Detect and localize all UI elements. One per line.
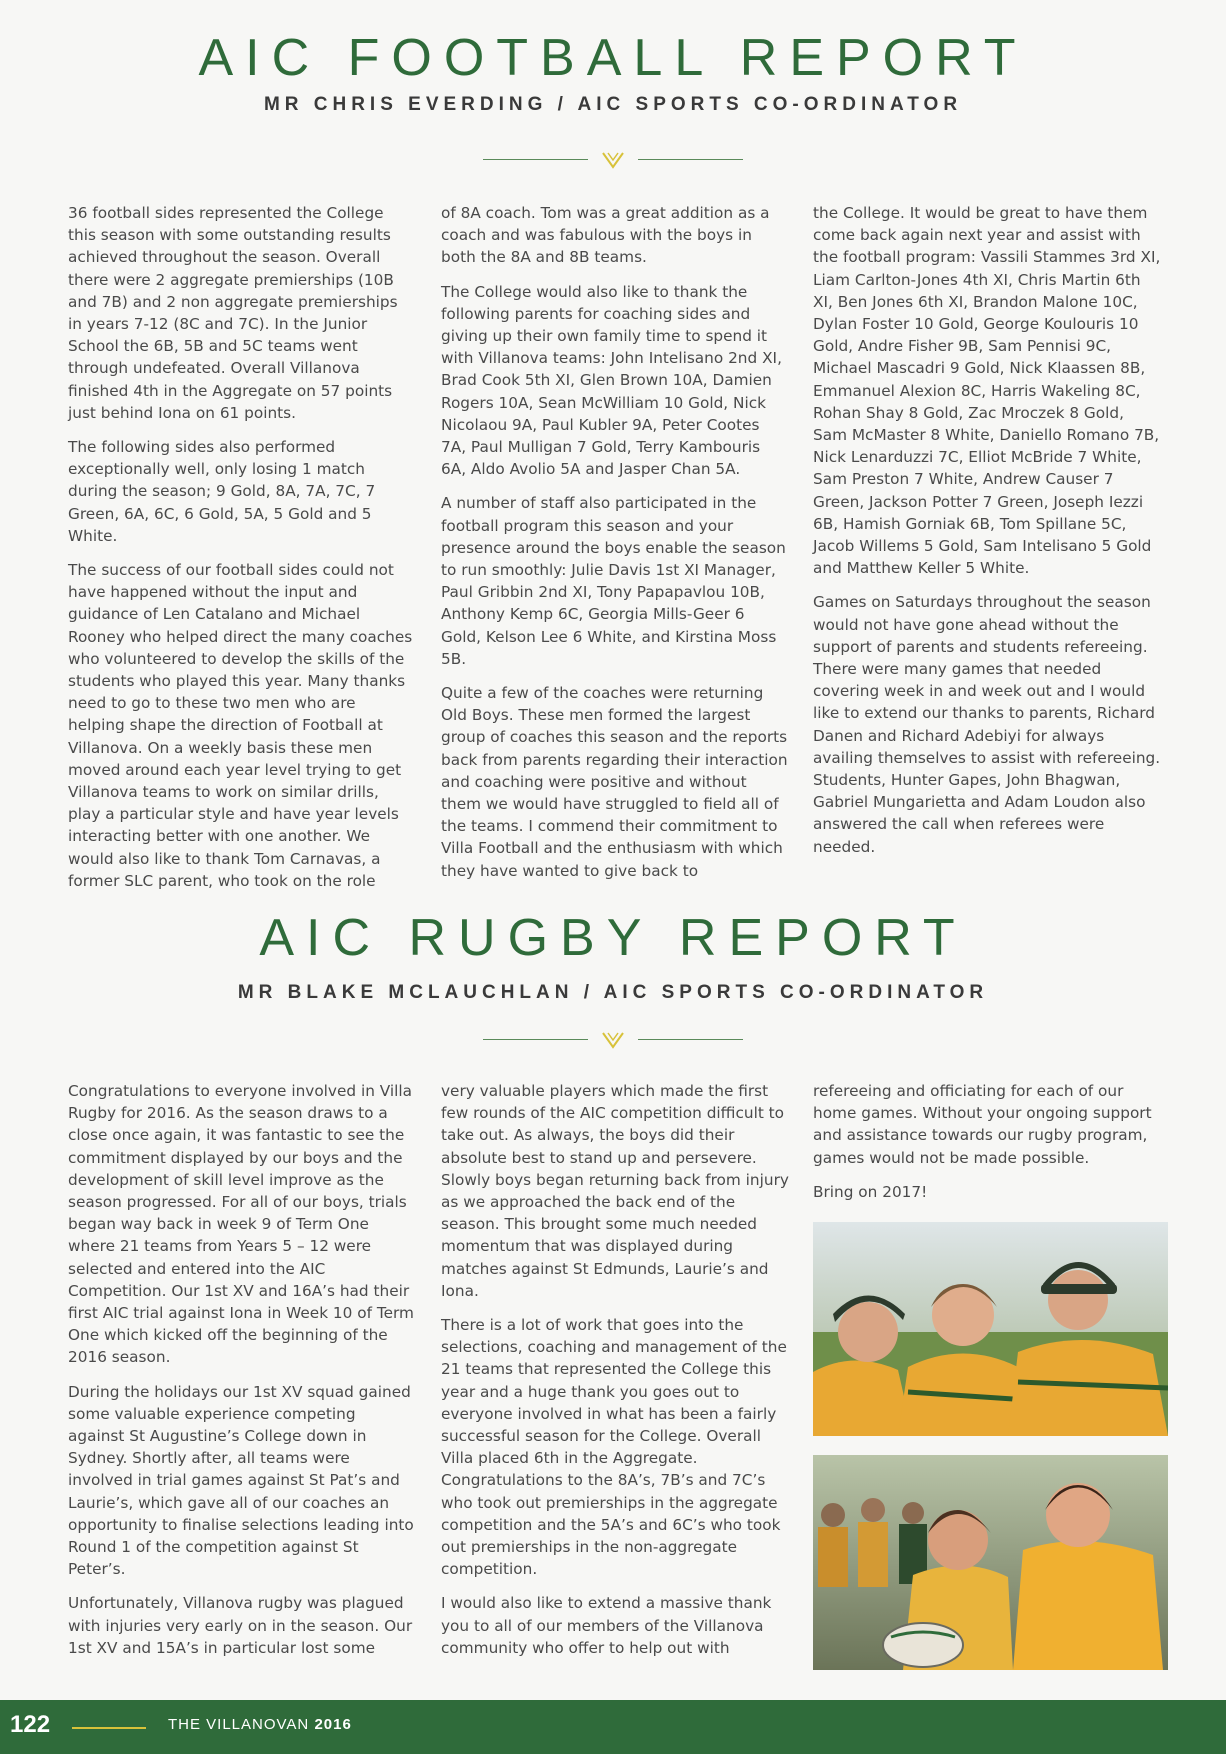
page-footer xyxy=(0,1700,1226,1754)
divider-line-left xyxy=(483,159,588,160)
football-column-1 xyxy=(68,202,416,904)
paragraph: Unfortunately, Villanova rugby was plagued with injuries very early on in the season. Our 1st XV and 15A’s in particular lost some xyxy=(68,1594,413,1657)
paragraph: Congratulations to everyone involved in Villa Rugby for 2016. As the season draws to a close once again, it was fantastic to see the commitment displayed by our boys and the development of skill level improve as the season progressed. For all of our boys, trials began way back in week 9 of Term One where 21 teams from Years 5 – 12 were selected and entered into the AIC Competition. Our 1st XV and 16A’s had their first AIC trial against Iona in Week 10 of Term One which kicked off the beginning of the 2016 season. xyxy=(68,1082,414,1367)
football-divider xyxy=(483,150,743,170)
rugby-column-1 xyxy=(68,1080,416,1671)
paragraph: Bring on 2017! xyxy=(813,1182,928,1201)
divider-line-right xyxy=(638,159,743,160)
divider-line-left xyxy=(483,1039,588,1040)
football-column-3 xyxy=(813,202,1161,870)
page-number: 122 xyxy=(10,1711,51,1738)
rugby-column-3 xyxy=(813,1080,1161,1215)
paragraph: The following sides also performed exceptionally well, only losing 1 match during the season; 9 Gold, 8A, 7A, 7C, 7 Green, 6A, 6C, 6 Gold, 5A, 5 Gold and 5 White. xyxy=(68,438,376,545)
football-report-title: AIC FOOTBALL REPORT xyxy=(198,29,1028,87)
rugby-report-title: AIC RUGBY REPORT xyxy=(259,909,967,967)
villanova-emblem-icon xyxy=(601,150,625,170)
publication-name: THE VILLANOVAN xyxy=(168,1716,310,1733)
football-column-2 xyxy=(441,202,789,894)
rugby-boys-photo xyxy=(813,1222,1168,1436)
paragraph: 36 football sides represented the College this season with some outstanding results achieved throughout the season. Overall there were 2 aggregate premierships (10B and 7B) and 2 non aggregate premierships in years 7-12 (8C and 7C). In the Junior School the 6B, 5B and 5C teams went through undefeated. Overall Villanova finished 4th in the Aggregate on 57 points just behind Iona on 61 points. xyxy=(68,204,398,422)
football-report-subtitle: MR CHRIS EVERDING / AIC SPORTS CO-ORDINATOR xyxy=(263,94,963,115)
publication-year: 2016 xyxy=(314,1716,352,1733)
paragraph: There is a lot of work that goes into the selections, coaching and management of the 21 teams that represented the College this year and a huge thank you goes out to everyone involved in what has been a fairly successful season for the College. Overall Villa placed 6th in the Aggregate. Congratulations to the 8A’s, 7B’s and 7C’s who took out premierships in the aggregate competition and the 5A’s and 6C’s who took out premierships in the non-aggregate competition. xyxy=(441,1316,787,1579)
paragraph: of 8A coach. Tom was a great addition as a coach and was fabulous with the boys in both the 8A and 8B teams. xyxy=(441,204,770,267)
rugby-report-subtitle: MR BLAKE MCLAUCHLAN / AIC SPORTS CO-ORDINATOR xyxy=(237,982,989,1003)
paragraph: A number of staff also participated in the football program this season and your presence around the boys enable the season to run smoothly: Julie Davis 1st XI Manager, Paul Gribbin 2nd XI, Tony Papapavlou 10B, Anthony Kemp 6C, Georgia Mills-Geer 6 Gold, Kelson Lee 6 White, and Kirstina Moss 5B. xyxy=(441,494,786,668)
paragraph: refereeing and officiating for each of our home games. Without your ongoing support and assistance towards our rugby program, games would not be made possible. xyxy=(813,1082,1152,1167)
paragraph: Games on Saturdays throughout the season would not have gone ahead without the support of parents and students refereeing. There were many games that needed covering week in and week out and I would like to extend our thanks to parents, Richard Danen and Richard Adebiyi for always availing themselves to assist with refereeing. Students, Hunter Gapes, John Bhagwan, Gabriel Mungarietta and Adam Loudon also answered the call when referees were needed. xyxy=(813,593,1161,856)
rugby-column-2 xyxy=(441,1080,789,1671)
villanova-emblem-icon xyxy=(601,1030,625,1050)
footer-accent-line xyxy=(72,1727,146,1729)
paragraph: Quite a few of the coaches were returning Old Boys. These men formed the largest group of coaches this season and the reports back from parents regarding their interaction and coaching were positive and without them we would have struggled to field all of the teams. I commend their commitment to Villa Football and the enthusiasm with which they have wanted to give back to xyxy=(441,684,788,880)
paragraph: I would also like to extend a massive thank you to all of our members of the Villanova community who offer to help out with xyxy=(441,1594,772,1657)
publication-title xyxy=(168,1716,352,1733)
rugby-team-photo xyxy=(813,1455,1168,1670)
paragraph: very valuable players which made the first few rounds of the AIC competition difficult to take out. As always, the boys did their absolute best to stand up and persevere. Slowly boys began returning back from injury as we approached the back end of the season. This brought some much needed momentum that was displayed during matches against St Edmunds, Laurie’s and Iona. xyxy=(441,1082,789,1300)
divider-line-right xyxy=(638,1039,743,1040)
rugby-divider xyxy=(483,1030,743,1050)
paragraph: The College would also like to thank the following parents for coaching sides and giving up their own family time to spend it with Villanova teams: John Intelisano 2nd XI, Brad Cook 5th XI, Glen Brown 10A, Damien Rogers 10A, Sean McWilliam 10 Gold, Nick Nicolaou 9A, Paul Kubler 9A, Peter Cootes 7A, Paul Mulligan 7 Gold, Terry Kambouris 6A, Aldo Avolio 5A and Jasper Chan 5A. xyxy=(441,282,782,479)
paragraph: During the holidays our 1st XV squad gained some valuable experience competing against St Augustine’s College down in Sydney. Shortly after, all teams were involved in trial games against St Pat’s and Laurie’s, which gave all of our coaches an opportunity to finalise selections leading into Round 1 of the competition against St Peter’s. xyxy=(68,1382,414,1579)
paragraph: the College. It would be great to have them come back again next year and assist with the football program: Vassili Stammes 3rd XI, Liam Carlton-Jones 4th XI, Chris Martin 6th XI, Ben Jones 6th XI, Brandon Malone 10C, Dylan Foster 10 Gold, George Koulouris 10 Gold, Andre Fisher 9B, Sam Pennisi 9C, Michael Mascadri 9 Gold, Nick Klaassen 8B, Emmanuel Alexion 8C, Harris Wakeling 8C, Rohan Shay 8 Gold, Zac Mroczek 8 Gold, Sam McMaster 8 White, Daniello Romano 7B, Nick Lenarduzzi 7C, Elliot McBride 7 White, Sam Preston 7 White, Andrew Causer 7 Green, Jackson Potter 7 Green, Joseph Iezzi 6B, Hamish Gorniak 6B, Tom Spillane 5C, Jacob Willems 5 Gold, Sam Intelisano 5 Gold and Matthew Keller 5 White. xyxy=(813,204,1161,578)
paragraph: The success of our football sides could not have happened without the input and guidance of Len Catalano and Michael Rooney who helped direct the many coaches who volunteered to develop the skills of the students who played this year. Many thanks need to go to these two men who are helping shape the direction of Football at Villanova. On a weekly basis these men moved around each year level trying to get Villanova teams to work on similar drills, play a particular style and have year levels interacting better with one another. We would also like to thank Tom Carnavas, a former SLC parent, who took on the role xyxy=(68,561,413,890)
